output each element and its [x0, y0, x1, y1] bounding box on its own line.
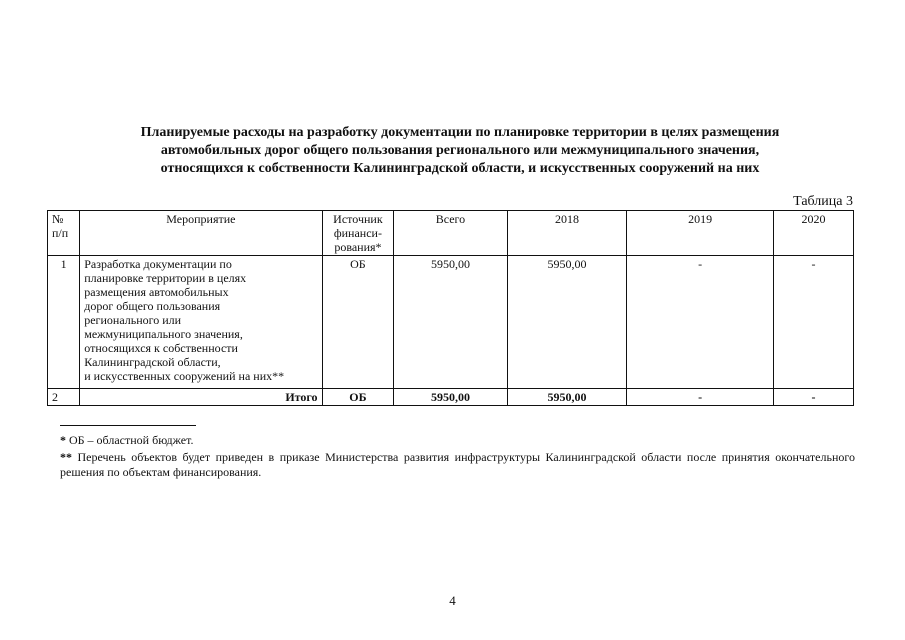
row-source: ОБ	[322, 389, 394, 406]
row-total: 5950,00	[394, 256, 507, 389]
row-2018: 5950,00	[507, 256, 627, 389]
header-event: Мероприятие	[80, 211, 322, 256]
table-caption: Таблица 3	[793, 194, 853, 209]
event-line: и искусственных сооружений на них**	[84, 369, 285, 383]
document-title	[90, 124, 830, 178]
row-2020: -	[773, 256, 853, 389]
row-2018: 5950,00	[507, 389, 627, 406]
title-line: Планируемые расходы на разработку документации по планировке территории в целях размещения	[140, 125, 780, 140]
row-num: 2	[48, 389, 80, 406]
footnote-divider	[60, 425, 196, 426]
event-line: размещения автомобильных	[84, 285, 229, 299]
row-2019: -	[627, 256, 774, 389]
title-line: автомобильных дорог общего пользования регионального или межмуниципального значения,	[160, 143, 760, 158]
header-2020: 2020	[773, 211, 853, 256]
header-2018: 2018	[507, 211, 627, 256]
header-2019: 2019	[627, 211, 774, 256]
footnote-text: Перечень объектов будет приведен в приказе Министерства развития инфраструктуры Калининградской области после принятия окончательного решения по объектам финансирования.	[60, 450, 855, 479]
event-line: дорог общего пользования	[84, 299, 221, 313]
event-line: Разработка документации по	[84, 257, 232, 271]
row-num: 1	[48, 256, 80, 389]
event-line: планировке территории в целях	[84, 271, 247, 285]
row-source: ОБ	[322, 256, 394, 389]
expenses-table	[47, 210, 854, 406]
footnotes	[60, 433, 855, 482]
event-line: относящихся к собственности	[84, 341, 238, 355]
title-line: относящихся к собственности Калининградской области, и искусственных сооружений на них	[160, 161, 760, 176]
table-header-row	[48, 211, 854, 256]
header-num: № п/п	[48, 211, 80, 256]
footnote-mark: **	[60, 450, 72, 464]
event-line: регионального или	[84, 313, 182, 327]
footnote-text: ОБ – областной бюджет.	[66, 433, 194, 447]
header-source-line: Источник	[333, 212, 383, 226]
header-source-line: финанси-	[333, 226, 382, 240]
row-total: 5950,00	[394, 389, 507, 406]
row-2020: -	[773, 389, 853, 406]
row-event: Итого	[80, 389, 322, 406]
header-total: Всего	[394, 211, 507, 256]
header-source	[322, 211, 394, 256]
footnote-mark: *	[60, 433, 66, 447]
table-row-total	[48, 389, 854, 406]
event-line: межмуниципального значения,	[84, 327, 243, 341]
page-number: 4	[449, 593, 456, 608]
header-source-line: рования*	[334, 240, 382, 254]
row-2019: -	[627, 389, 774, 406]
row-event	[80, 256, 322, 389]
event-line: Калининградской области,	[84, 355, 221, 369]
footnote	[60, 433, 855, 448]
footnote	[60, 450, 855, 480]
table-row	[48, 256, 854, 389]
